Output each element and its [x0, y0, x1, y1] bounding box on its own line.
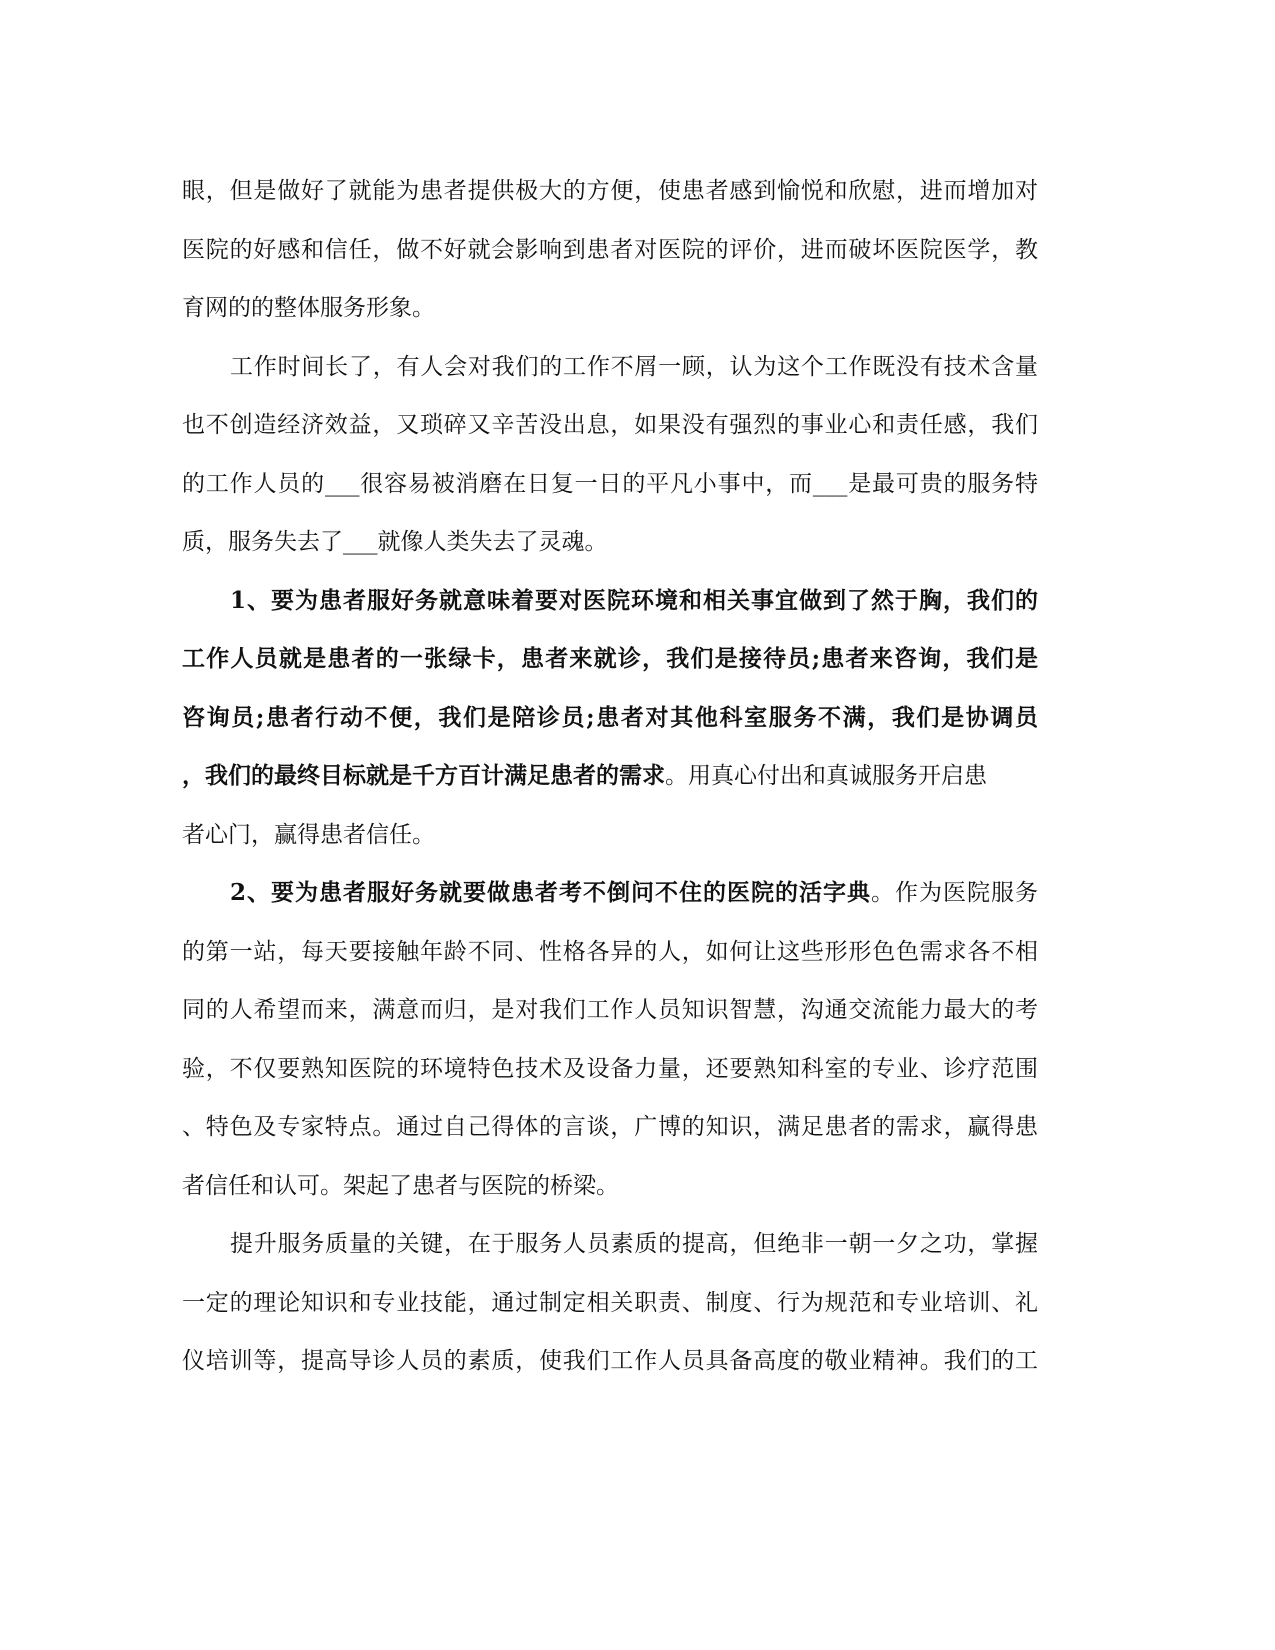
line-text: 医院的好感和信任，做不好就会影响到患者对医院的评价，进而破坏医院医学，教 — [182, 236, 1038, 263]
line-bold-text: ，我们的最终目标就是千方百计满足患者的需求 — [182, 762, 665, 789]
text-line — [182, 923, 1038, 982]
line-text: 。作为医院服务 — [871, 880, 1038, 906]
line-text: 验，不仅要熟知医院的环境特色技术及设备力量，还要熟知科室的专业、诊疗范围 — [182, 1055, 1038, 1082]
text-line — [182, 338, 1038, 397]
text-line — [182, 396, 1038, 455]
line-text: 者心门，赢得患者信任。 — [182, 821, 435, 848]
text-line — [182, 747, 1038, 806]
document-body — [182, 162, 1038, 1391]
text-line — [182, 1274, 1038, 1333]
line-text: 同的人希望而来，满意而归，是对我们工作人员知识智慧，沟通交流能力最大的考 — [182, 997, 1038, 1023]
line-text: 的第一站，每天要接触年龄不同、性格各异的人，如何让这些形形色色需求各不相 — [182, 938, 1038, 965]
text-line — [182, 864, 1038, 923]
text-line — [182, 630, 1038, 689]
line-text: 质，服务失去了___就像人类失去了灵魂。 — [182, 529, 608, 555]
text-line — [182, 279, 1038, 338]
line-text: 提升服务质量的关键，在于服务人员素质的提高，但绝非一朝一夕之功，掌握 — [230, 1231, 1038, 1257]
text-line — [182, 1040, 1038, 1099]
line-bold-text: 2、要为患者服好务就要做患者考不倒问不住的医院的活字典 — [230, 879, 871, 906]
text-line — [182, 806, 1038, 865]
line-bold-text: 咨询员;患者行动不便，我们是陪诊员;患者对其他科室服务不满，我们是协调员 — [182, 703, 1038, 731]
text-line — [182, 455, 1038, 514]
line-text: 。用真心付出和真诚服务开启患 — [665, 763, 987, 789]
line-text: 也不创造经济效益，又琐碎又辛苦没出息，如果没有强烈的事业心和责任感，我们 — [182, 412, 1038, 438]
text-line — [182, 981, 1038, 1040]
line-text: 者信任和认可。架起了患者与医院的桥梁。 — [182, 1172, 619, 1199]
line-text: 的工作人员的___很容易被消磨在日复一日的平凡小事中，而___是最可贵的服务特 — [182, 470, 1038, 497]
line-bold-text: 工作人员就是患者的一张绿卡，患者来就诊，我们是接待员;患者来咨询，我们是 — [182, 645, 1038, 672]
text-line — [182, 513, 1038, 572]
line-text: 眼，但是做好了就能为患者提供极大的方便，使患者感到愉悦和欣慰，进而增加对 — [182, 178, 1038, 204]
text-line — [182, 162, 1038, 221]
line-text: 仪培训等，提高导诊人员的素质，使我们工作人员具备高度的敬业精神。我们的工 — [182, 1348, 1038, 1374]
text-line — [182, 1215, 1038, 1274]
text-line — [182, 1098, 1038, 1157]
text-line — [182, 221, 1038, 280]
line-text: 一定的理论知识和专业技能，通过制定相关职责、制度、行为规范和专业培训、礼 — [182, 1289, 1038, 1316]
text-line — [182, 572, 1038, 631]
text-line — [182, 1332, 1038, 1391]
text-line — [182, 689, 1038, 748]
text-line — [182, 1157, 1038, 1216]
line-text: 、特色及专家特点。通过自己得体的言谈，广博的知识，满足患者的需求，赢得患 — [182, 1114, 1038, 1140]
line-text: 工作时间长了，有人会对我们的工作不屑一顾，认为这个工作既没有技术含量 — [230, 353, 1038, 380]
line-bold-text: 1、要为患者服好务就意味着要对医院环境和相关事宜做到了然于胸，我们的 — [230, 586, 1038, 614]
line-text: 育网的的整体服务形象。 — [182, 295, 435, 321]
